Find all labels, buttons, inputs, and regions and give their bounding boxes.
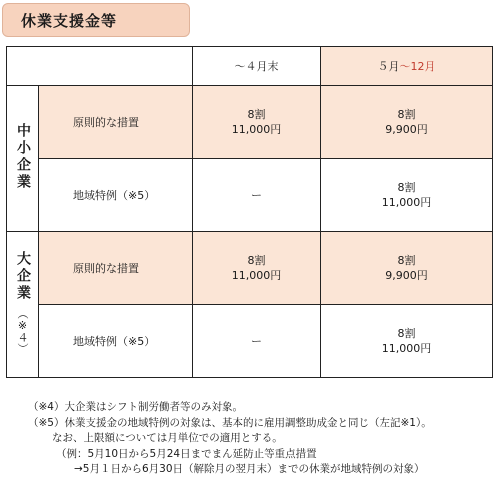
cell-april bbox=[193, 86, 321, 159]
row-label: 原則的な措置 bbox=[39, 86, 193, 159]
header-empty-cell bbox=[7, 47, 193, 86]
cell-may-dec bbox=[321, 159, 493, 232]
subsidy-table bbox=[6, 46, 493, 378]
footnote-4: （※4）大企業はシフト制労働者等のみ対象。 bbox=[28, 401, 243, 413]
row-label: 原則的な措置 bbox=[39, 232, 193, 305]
dash-value: ー bbox=[251, 334, 262, 348]
cell-april bbox=[193, 305, 321, 378]
cell-april bbox=[193, 232, 321, 305]
table-row bbox=[7, 159, 493, 232]
group-label-large: 大企業 bbox=[15, 251, 31, 302]
table-row bbox=[7, 305, 493, 378]
footnote-5-example-result: →5月１日から6月30日（解除月の翌月末）までの休業が地域特例の対象） bbox=[74, 463, 425, 475]
rate-value: 8割 bbox=[397, 181, 416, 194]
footnote-5-cap: なお、上限額については月単位での適用とする。 bbox=[52, 432, 283, 444]
rate-value: 8割 bbox=[397, 327, 416, 340]
dash-value: ー bbox=[251, 188, 262, 202]
cell-may-dec bbox=[321, 86, 493, 159]
page-title: 休業支援金等 bbox=[21, 12, 118, 30]
group-large bbox=[7, 232, 39, 378]
header-col-april: ～４月末 bbox=[193, 47, 321, 86]
cell-may-dec bbox=[321, 305, 493, 378]
cap-value: 11,000円 bbox=[381, 196, 432, 209]
rate-value: 8割 bbox=[247, 108, 266, 121]
group-label-sme: 中小企業 bbox=[15, 122, 31, 191]
cap-value: 9,900円 bbox=[385, 269, 428, 282]
group-sme bbox=[7, 86, 39, 232]
footnote-5: （※5）休業支援金の地域特例の対象は、基本的に雇用調整助成金と同じ（左記※1）。 bbox=[28, 416, 432, 429]
cell-may-dec bbox=[321, 232, 493, 305]
header-dec-accent: ～12月 bbox=[399, 59, 436, 73]
rate-value: 8割 bbox=[397, 108, 416, 121]
rate-value: 8割 bbox=[397, 254, 416, 267]
group-note-large: （※４） bbox=[16, 308, 29, 354]
cap-value: 9,900円 bbox=[385, 123, 428, 136]
row-label: 地域特例（※5） bbox=[39, 305, 193, 378]
footnote-5-example: （例：5月10日から5月24日までまん延防止等重点措置 bbox=[56, 447, 317, 460]
header-may-text: ５月 bbox=[377, 59, 400, 73]
cap-value: 11,000円 bbox=[231, 269, 282, 282]
table-row bbox=[7, 232, 493, 305]
row-label: 地域特例（※5） bbox=[39, 159, 193, 232]
header-col-may-dec bbox=[321, 47, 493, 86]
header-row bbox=[7, 47, 493, 86]
footnotes bbox=[28, 400, 496, 478]
rate-value: 8割 bbox=[247, 254, 266, 267]
title-banner bbox=[2, 3, 190, 37]
cap-value: 11,000円 bbox=[381, 342, 432, 355]
table-row bbox=[7, 86, 493, 159]
cap-value: 11,000円 bbox=[231, 123, 282, 136]
cell-april bbox=[193, 159, 321, 232]
